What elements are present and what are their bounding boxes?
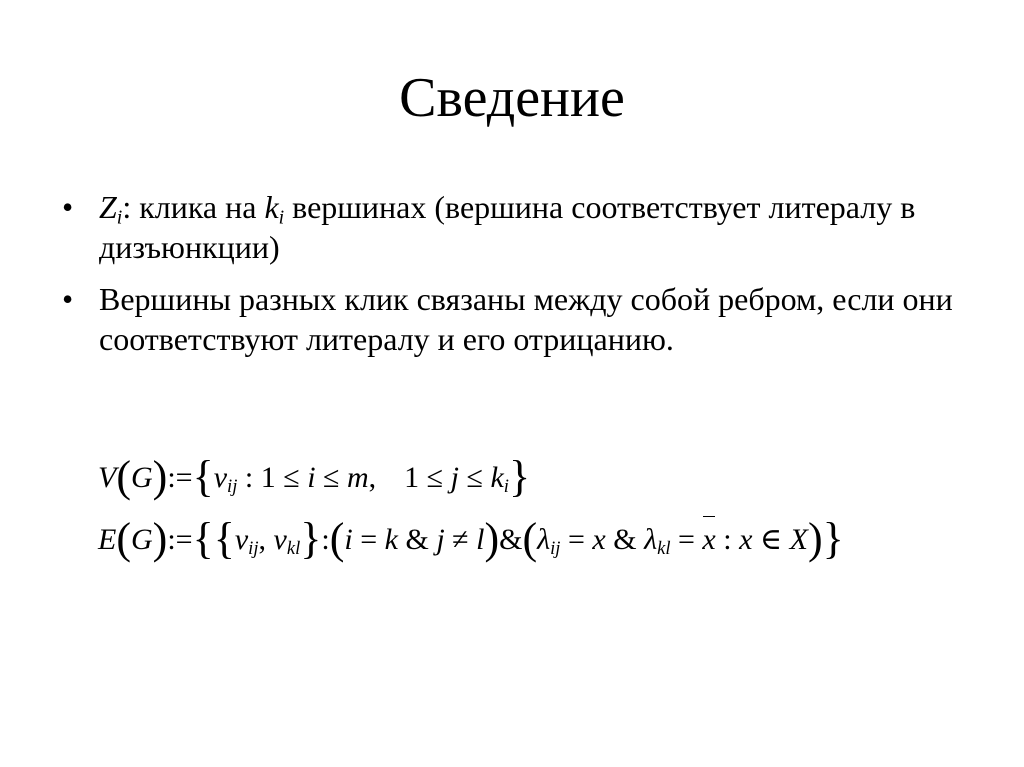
formula-vertex-set	[98, 452, 531, 501]
formula-symbol: l	[476, 523, 485, 556]
formula-paren: (	[116, 514, 131, 563]
formula-operator: ≤	[315, 461, 347, 494]
formula-negated-symbol: x	[702, 518, 715, 562]
bullet-text: Вершины разных клик связаны между собой ребром, если они соответствуют литералу и его отрицанию.	[99, 281, 953, 357]
formula-symbol: k	[490, 461, 504, 494]
formula-operator: =	[670, 523, 703, 556]
formula-symbol: x	[739, 523, 753, 556]
formula-operator: :=	[167, 461, 193, 494]
bullet-marker: •	[62, 189, 74, 225]
formula-operator: &	[397, 523, 437, 556]
formula-operator: :	[321, 523, 330, 556]
formula-brace: {	[192, 452, 214, 501]
formula-symbol: E	[98, 523, 117, 556]
bullet-text-part: : клика на	[122, 189, 265, 225]
formula-paren: (	[329, 514, 345, 563]
formula-operator: ,	[368, 461, 377, 494]
formula-symbol: G	[130, 523, 153, 556]
formula-symbol: m	[347, 461, 369, 494]
formula-subscript: ij	[248, 538, 259, 560]
formula-subscript: ij	[227, 476, 238, 498]
formula-paren: )}	[807, 514, 844, 563]
bullet-item-clique	[62, 187, 962, 267]
bullet-text-part: вершинах (вершина соответствует литералу в дизъюнкции)	[99, 189, 916, 265]
formula-symbol: i	[344, 523, 353, 556]
formula-symbol: v	[273, 523, 287, 556]
formula-edge-set	[98, 514, 844, 563]
formula-text: : 1 ≤	[237, 461, 308, 494]
var-z-subscript: i	[116, 206, 123, 229]
formula-symbol: λ	[537, 523, 551, 556]
formula-operator: &	[499, 523, 523, 556]
formula-subscript: kl	[657, 538, 671, 560]
formula-brace: {{	[192, 514, 235, 563]
formula-symbol: k	[384, 523, 398, 556]
bullet-item-edges	[62, 279, 962, 359]
formula-symbol: j	[450, 461, 459, 494]
formula-operator: :	[715, 523, 740, 556]
formula-paren: )	[152, 452, 168, 501]
formula-symbol: v	[213, 461, 228, 494]
formula-symbol: i	[307, 461, 316, 494]
formula-operator: =	[560, 523, 593, 556]
var-z: Z	[99, 189, 117, 225]
formula-operator: ≤	[458, 461, 491, 494]
formula-subscript: ij	[550, 538, 561, 560]
slide-title: Сведение	[399, 67, 625, 129]
formula-operator: ,	[258, 523, 274, 556]
formula-symbol: λ	[644, 523, 658, 556]
bullet-list	[62, 187, 962, 371]
var-k: k	[264, 189, 279, 225]
formula-symbol: G	[130, 461, 153, 494]
formula-symbol: j	[436, 523, 445, 556]
formula-text: 1 ≤	[404, 461, 451, 494]
formula-paren: )	[484, 514, 500, 563]
formula-operator: =	[352, 523, 385, 556]
formula-subscript: i	[503, 476, 509, 498]
formula-paren: (	[522, 514, 538, 563]
formula-symbol: X	[789, 523, 808, 556]
var-k-subscript: i	[278, 206, 285, 229]
formula-operator: :=	[167, 523, 193, 556]
formula-operator: ≠	[444, 523, 477, 556]
formula-paren: (	[116, 452, 131, 501]
formula-paren: )	[152, 514, 168, 563]
formula-symbol: v	[234, 523, 249, 556]
formula-operator: ∈	[752, 523, 790, 556]
formula-symbol: x	[592, 523, 606, 556]
bullet-marker: •	[62, 281, 74, 317]
formula-operator: &	[605, 523, 645, 556]
formula-brace: }	[300, 514, 322, 563]
formula-brace: }	[508, 452, 531, 501]
formula-subscript: kl	[286, 538, 301, 560]
formula-symbol: V	[98, 461, 117, 494]
